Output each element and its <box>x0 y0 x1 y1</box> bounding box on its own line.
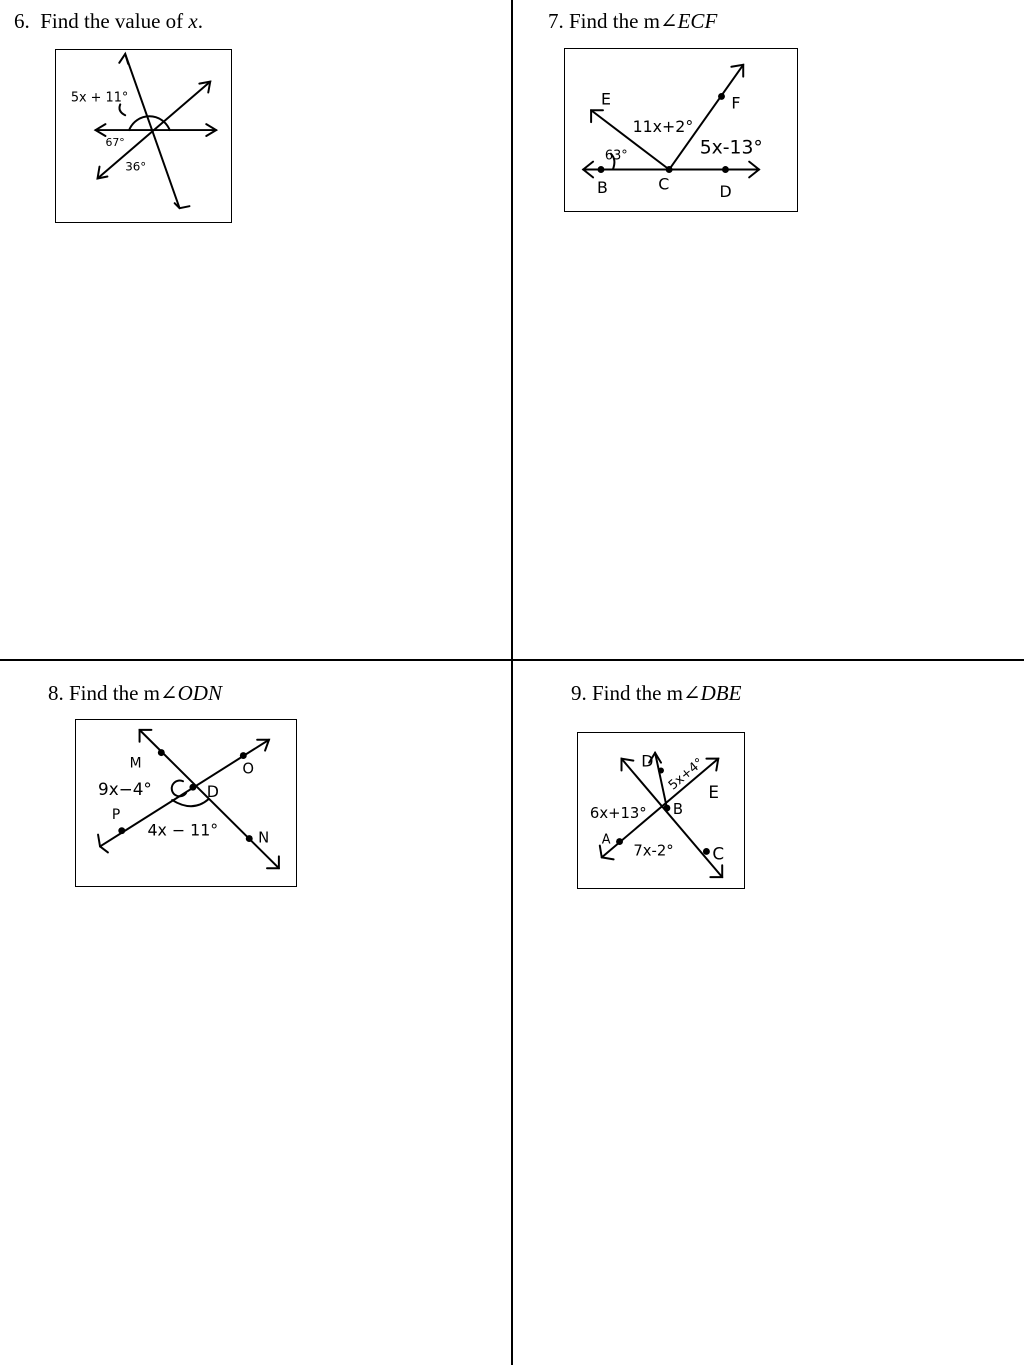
horizontal-divider <box>0 659 1024 661</box>
problem-number: 7. <box>548 9 564 33</box>
problem-number: 8. <box>48 681 64 705</box>
problem-8-figure <box>75 719 297 887</box>
problem-6-diagram <box>56 50 231 222</box>
problem-6-prompt <box>14 9 203 33</box>
angle-label-bottom: 36° <box>125 159 147 174</box>
problem-8-prompt <box>48 681 222 705</box>
prompt-variable: x <box>188 9 198 33</box>
point-label-m: M <box>129 755 142 772</box>
prompt-variable: DBE <box>700 681 742 705</box>
vertical-divider <box>511 0 513 1365</box>
problem-9-prompt <box>571 681 741 705</box>
angle-label-left: 67° <box>105 135 125 149</box>
angle-label-fcd: 5x-13° <box>699 137 763 159</box>
point-label-p: P <box>111 806 121 823</box>
problem-number: 9. <box>571 681 587 705</box>
problem-7-diagram <box>565 49 797 211</box>
prompt-text: Find the m∠ <box>69 681 178 705</box>
angle-label-top: 5x + 11° <box>70 90 129 106</box>
problem-7-prompt <box>548 9 717 33</box>
prompt-variable: ECF <box>677 9 718 33</box>
angle-label-bce: 63° <box>604 148 628 164</box>
point-label-d: D <box>719 182 732 202</box>
point-label-b: B <box>597 178 608 198</box>
angle-label-ecf: 11x+2° <box>632 116 694 136</box>
point-label-a: A <box>601 832 611 848</box>
angle-label-dbe: 5x+4° <box>665 755 707 794</box>
point-label-e: E <box>600 89 611 109</box>
angle-label-abc: 7x-2° <box>633 842 674 860</box>
point-label-c: C <box>658 174 670 194</box>
point-label-b: B <box>672 800 684 818</box>
angle-label-abd: 6x+13° <box>589 804 647 822</box>
problem-6-figure <box>55 49 232 223</box>
point-label-c: C <box>712 843 725 864</box>
point-label-d: D <box>641 751 654 771</box>
point-label-o: O <box>242 760 254 778</box>
prompt-variable: ODN <box>177 681 222 705</box>
prompt-text: Find the m∠ <box>592 681 701 705</box>
problem-number: 6. <box>14 9 30 33</box>
angle-label-pdn: 4x − 11° <box>147 820 219 840</box>
angle-label-mdp: 9x−4° <box>98 779 152 800</box>
point-label-d: D <box>206 782 219 802</box>
prompt-text: Find the m∠ <box>569 9 678 33</box>
prompt-end: . <box>197 9 203 33</box>
point-label-f: F <box>731 93 741 113</box>
point-label-e: E <box>708 782 719 803</box>
problem-7-figure <box>564 48 798 212</box>
point-label-n: N <box>258 829 270 847</box>
problem-9-figure <box>577 732 745 889</box>
problem-9-diagram <box>578 733 744 888</box>
prompt-text: Find the value of <box>40 9 189 33</box>
problem-8-diagram <box>76 720 296 886</box>
